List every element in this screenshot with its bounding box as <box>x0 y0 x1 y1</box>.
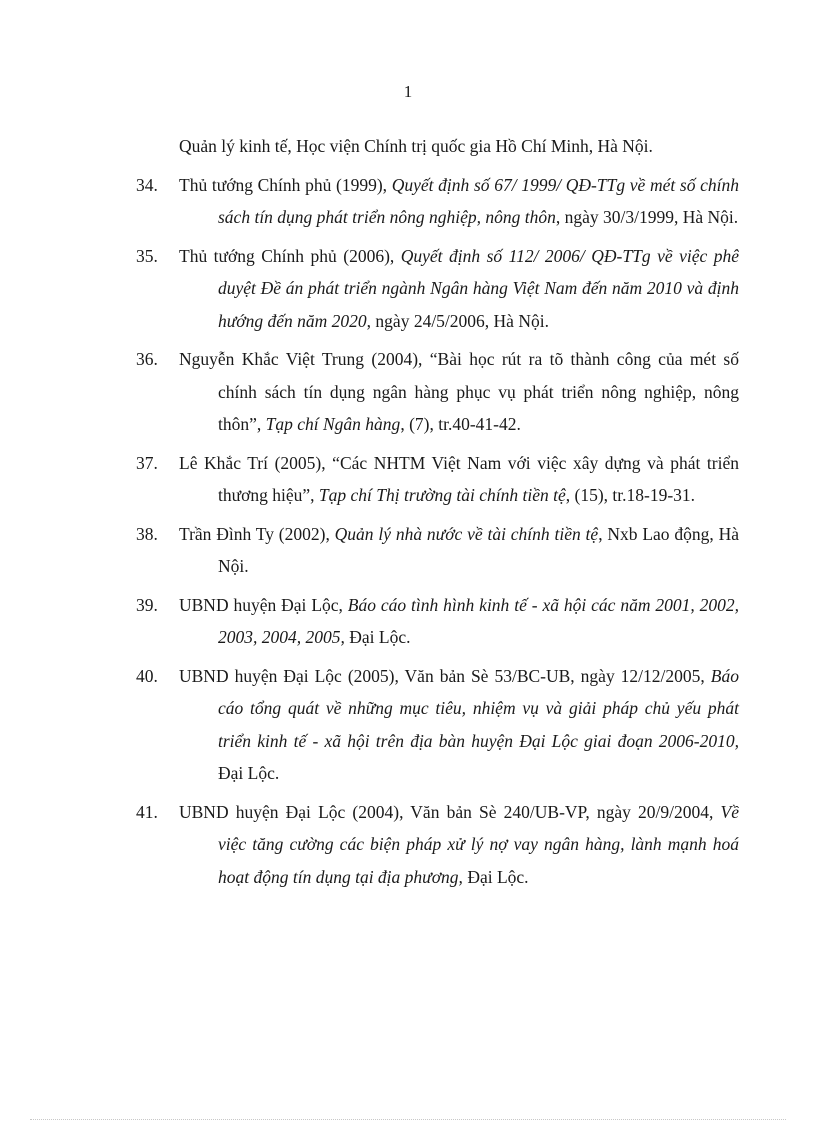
reference-text-segment: , (15), tr.18-19-31. <box>565 485 696 505</box>
reference-number: 40. <box>136 665 158 686</box>
reference-entry <box>136 447 739 512</box>
reference-text-segment: Đại Lộc. <box>462 866 529 887</box>
reference-text-segment: UBND huyện Đại Lộc (2005), Văn bản Sè 53/BC-UB, ngày 12/12/2005, <box>179 665 711 686</box>
reference-title-italic: Về việc tăng cường các biện pháp xử lý nợ vay ngân hàng, lành mạnh hoá hoạt động tín dụng tại địa phương, <box>218 801 739 887</box>
page-number: 1 <box>403 82 413 101</box>
reference-text <box>179 240 739 338</box>
reference-entry <box>136 518 739 583</box>
reference-text-segment: UBND huyện Đại Lộc, <box>179 594 348 615</box>
reference-entry <box>136 169 739 234</box>
reference-text <box>179 660 739 790</box>
reference-number: 39. <box>136 594 158 615</box>
reference-title-italic: Quyết định số 67/ 1999/ QĐ-TTg về mét số chính sách tín dụng phát triển nông nghiệp, nông thôn <box>218 174 739 227</box>
reference-number: 34. <box>136 174 158 195</box>
reference-title-italic: Tạp chí Thị trường tài chính tiền tệ <box>318 485 566 505</box>
reference-number: 41. <box>136 801 158 822</box>
reference-entry <box>136 660 739 790</box>
reference-text-segment: Trần Đình Ty (2002), <box>179 523 335 544</box>
reference-text <box>179 796 739 894</box>
reference-entry <box>136 240 739 338</box>
reference-text-segment: , ngày 30/3/1999, Hà Nội. <box>555 207 739 227</box>
reference-entries <box>136 169 739 894</box>
reference-number: 37. <box>136 452 158 473</box>
reference-title-italic: Báo cáo tình hình kinh tế - xã hội các năm 2001, 2002, 2003, 2004, 2005, <box>218 594 739 647</box>
reference-text-segment: , (7), tr.40-41-42. <box>400 414 521 434</box>
reference-text-segment: Lê Khắc Trí (2005), “Các NHTM Việt Nam với việc xây dựng và phát triển thương hiệu”, <box>179 452 739 505</box>
reference-text-segment: , ngày 24/5/2006, Hà Nội. <box>366 310 549 331</box>
reference-text-segment: UBND huyện Đại Lộc (2004), Văn bản Sè 240/UB-VP, ngày 20/9/2004, <box>179 801 721 822</box>
reference-title-italic: Quản lý nhà nước về tài chính tiền tệ <box>334 523 599 544</box>
reference-text <box>179 589 739 654</box>
reference-text-segment: Thủ tướng Chính phủ (2006), <box>179 245 401 266</box>
reference-text <box>179 447 739 512</box>
reference-text <box>179 343 739 441</box>
reference-text <box>179 518 739 583</box>
reference-text-segment: Đại Lộc. <box>218 763 280 783</box>
reference-entry <box>136 589 739 654</box>
reference-title-italic: Quyết định số 112/ 2006/ QĐ-TTg về việc phê duyệt Đề án phát triển ngành Ngân hàng Việt Nam đến năm 2010 và định hướng đến năm 2020 <box>218 245 739 331</box>
reference-entry <box>136 796 739 894</box>
reference-text <box>179 169 739 234</box>
page-bottom-divider <box>30 1119 786 1120</box>
reference-text-segment: Nguyễn Khắc Việt Trung (2004), “Bài học rút ra tõ thành công của mét số chính sách tín dụng ngân hàng phục vụ phát triển nông nghiệp, nông thôn”, <box>179 349 739 434</box>
reference-text-segment: , Nxb Lao động, Hà Nội. <box>218 523 739 576</box>
reference-title-italic: Tạp chí Ngân hàng <box>265 414 401 434</box>
reference-continuation: Quản lý kinh tế, Học viện Chính trị quốc gia Hồ Chí Minh, Hà Nội. <box>179 136 653 156</box>
reference-number: 35. <box>136 245 158 266</box>
reference-list <box>136 130 739 899</box>
reference-title-italic: Báo cáo tổng quát về những mục tiêu, nhiệm vụ và giải pháp chủ yếu phát triển kinh tế - xã hội trên địa bàn huyện Đại Lộc giai đoạn 2006-2010, <box>218 665 739 751</box>
reference-number: 36. <box>136 349 158 369</box>
reference-text-segment: Thủ tướng Chính phủ (1999), <box>179 174 392 195</box>
reference-text-segment: Đại Lộc. <box>344 627 411 647</box>
reference-number: 38. <box>136 523 158 544</box>
reference-entry <box>136 343 739 441</box>
